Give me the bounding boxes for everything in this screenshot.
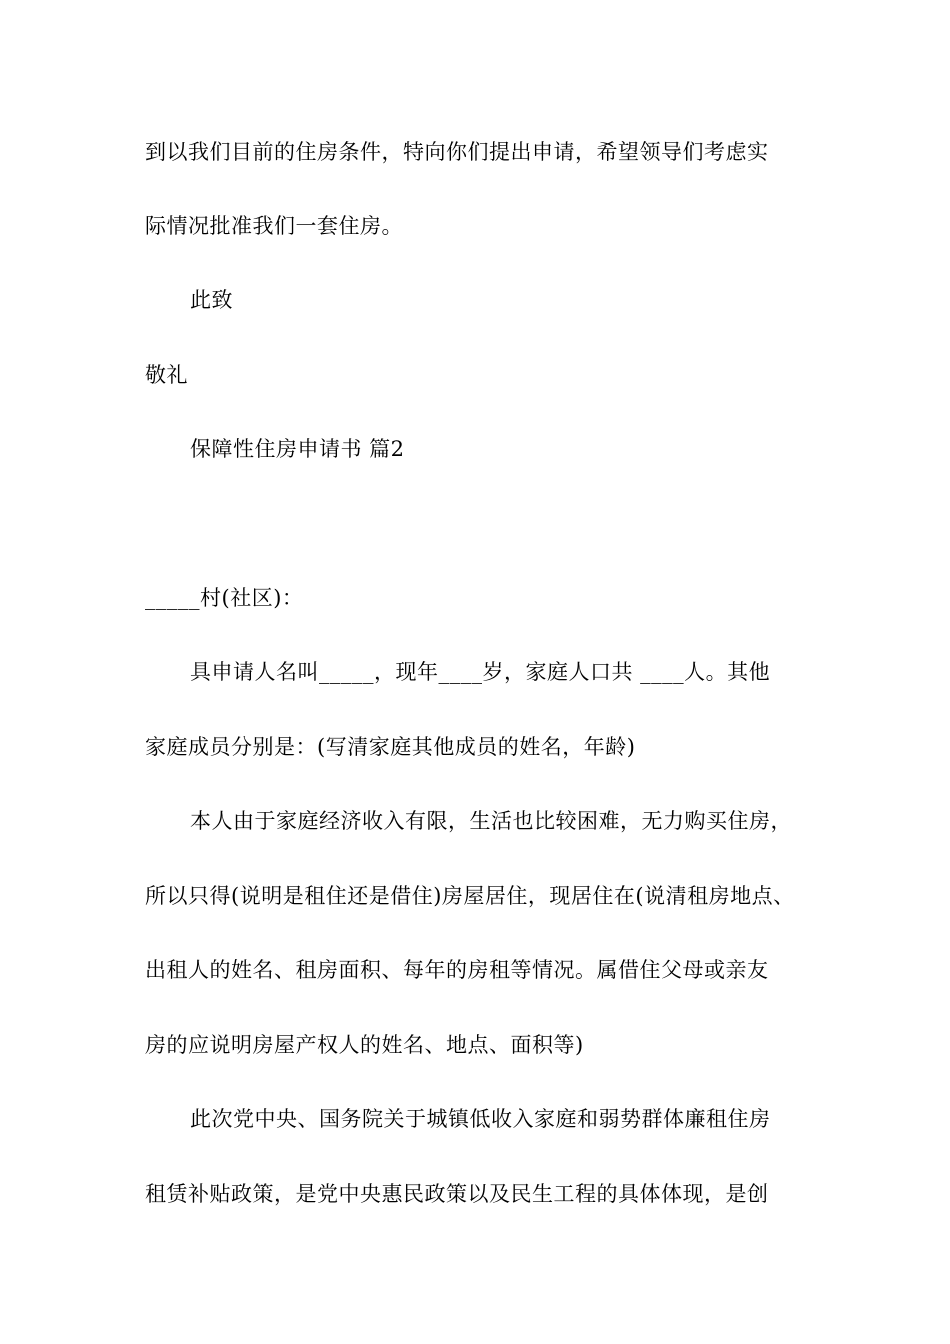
- paragraph-line: 家庭成员分别是：(写清家庭其他成员的姓名，年龄): [145, 735, 636, 759]
- paragraph-line: 到以我们目前的住房条件，特向你们提出申请，希望领导们考虑实: [145, 140, 769, 164]
- addressee-line: _____村(社区)：: [145, 586, 304, 610]
- paragraph-line: 本人由于家庭经济收入有限，生活也比较困难，无力购买住房，: [190, 809, 792, 833]
- section-title: 保障性住房申请书 篇2: [190, 437, 405, 461]
- paragraph-line: 租赁补贴政策，是党中央惠民政策以及民生工程的具体体现，是创: [145, 1182, 769, 1206]
- paragraph-line: 房的应说明房屋产权人的姓名、地点、面积等): [145, 1033, 584, 1057]
- closing-regards: 敬礼: [145, 363, 188, 387]
- closing-salutation: 此致: [190, 288, 233, 312]
- paragraph-line: 所以只得(说明是租住还是借住)房屋居住，现居住在(说清租房地点、: [145, 884, 795, 908]
- paragraph-line: 出租人的姓名、租房面积、每年的房租等情况。属借住父母或亲友: [145, 958, 769, 982]
- paragraph-line: 际情况批准我们一套住房。: [145, 214, 403, 238]
- paragraph-line: 此次党中央、国务院关于城镇低收入家庭和弱势群体廉租住房: [190, 1107, 771, 1131]
- paragraph-line: 具申请人名叫_____，现年____岁，家庭人口共 ____人。其他: [190, 660, 771, 684]
